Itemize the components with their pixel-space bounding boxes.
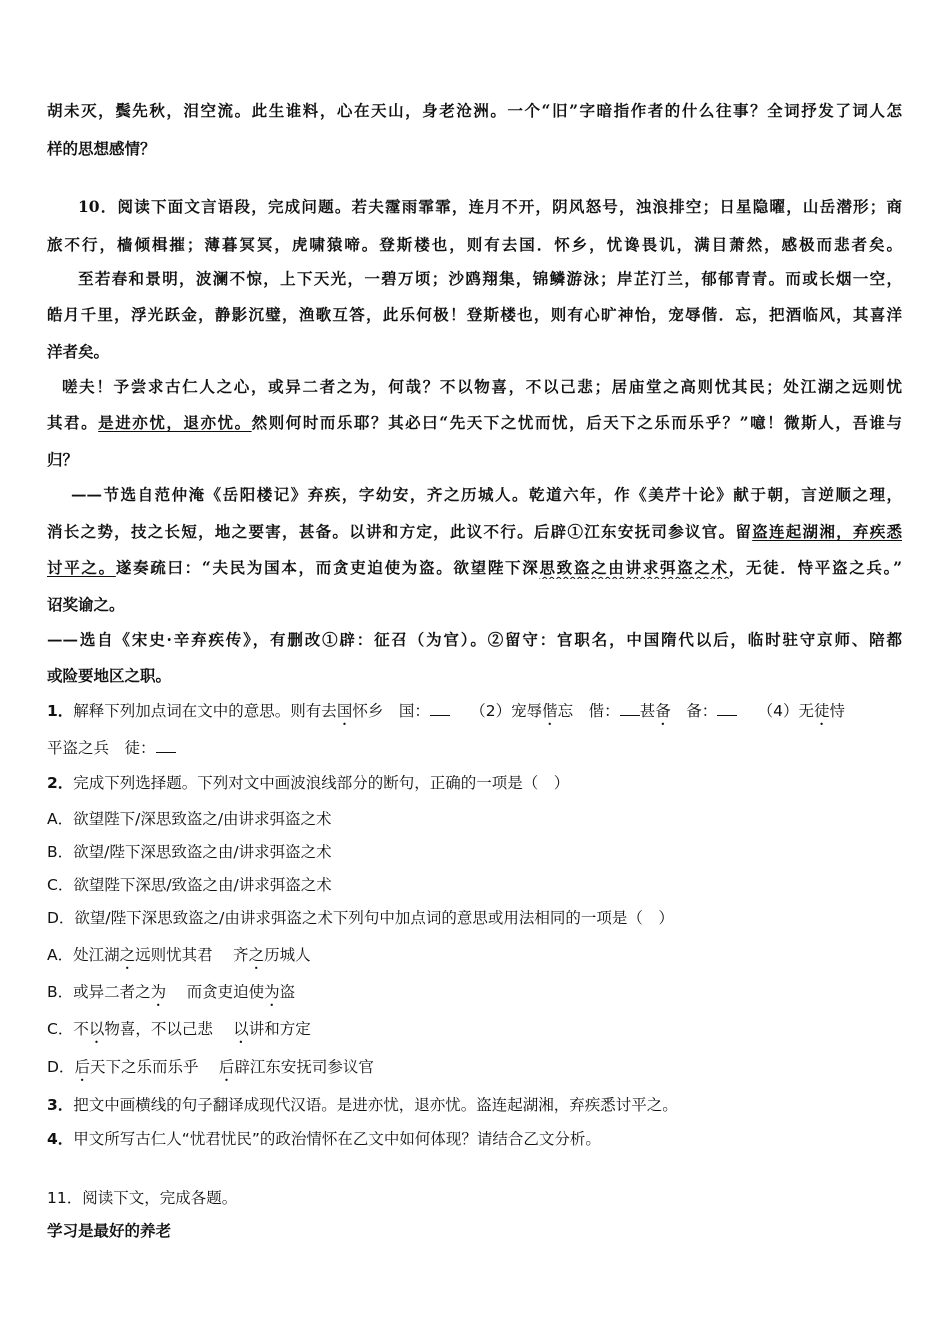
text-segment: D． bbox=[47, 1058, 75, 1076]
q10-passage-b-line-3 bbox=[47, 557, 902, 579]
text-segment: C．不 bbox=[47, 1020, 89, 1038]
choice-dot-b bbox=[47, 981, 902, 1010]
q10-passage-b-line-1: ——节选自范仲淹《岳阳楼记》弃疾，字幼安，齐之历城人。乾道六年，作《美芹十论》献于朝，言逆顺之理， bbox=[71, 485, 902, 504]
choice-d: D．欲望/陛下深思致盗之/由讲求弭盗之术下列句中加点词的意思或用法相同的一项是（ ） bbox=[47, 909, 674, 927]
text-segment: 把文中画横线的句子翻译成现代汉语。是进亦忧，退亦忧。盗连起湖湘，弃疾悉讨平之。 bbox=[73, 1096, 678, 1114]
q10-passage-a-line-6 bbox=[47, 412, 902, 434]
dotted-word: 偕 bbox=[542, 702, 558, 720]
subq-1-line-2 bbox=[47, 737, 902, 759]
dotted-word: 之 bbox=[248, 946, 265, 964]
dotted-word: 以 bbox=[88, 1020, 105, 1038]
underlined-sentence: 是进亦忧，退亦忧。 bbox=[98, 413, 252, 432]
text-segment: 解释下列加点词在文中的意思。则有去 bbox=[73, 702, 337, 720]
text-segment: 平盗之兵 徒： bbox=[47, 739, 156, 757]
answer-blank[interactable] bbox=[156, 738, 176, 753]
text-segment: 远则忧其君 齐 bbox=[135, 946, 249, 964]
text-segment: 备： bbox=[670, 702, 718, 720]
text-segment: 完成下列选择题。下列对文中画波浪线部分的断句，正确的一项是（ ） bbox=[73, 774, 570, 792]
text-segment: 消长之势，技之长短，地之要害，甚备。以讲和方定，此议不行。后辟①江东安抚司参议官。留 bbox=[47, 522, 753, 541]
text-segment: 恃 bbox=[829, 702, 846, 720]
q10-passage-b-line-4: 诏奖谕之。 bbox=[47, 595, 125, 614]
choice-a: A．欲望陛下/深思致盗之/由讲求弭盗之术 bbox=[47, 810, 332, 828]
q10-source-line-1: ——选自《宋史·辛弃疾传》，有删改①辟：征召（为官）。②留守：官职名，中国隋代以后，临时驻守京师、陪都 bbox=[47, 630, 902, 649]
text-segment: 物喜，不以己悲 bbox=[104, 1020, 234, 1038]
subq-2 bbox=[47, 772, 902, 794]
q10-passage-b-line-2 bbox=[47, 521, 902, 543]
q11-article-title: 学习是最好的养老 bbox=[47, 1221, 172, 1240]
text-segment: A．处江湖 bbox=[47, 946, 120, 964]
underlined-sentence: 讨平之。 bbox=[47, 558, 116, 577]
text-segment: 辟江东安抚司参议官 bbox=[234, 1058, 374, 1076]
dotted-word: 国 bbox=[336, 702, 353, 720]
subq-3 bbox=[47, 1094, 902, 1116]
dotted-word: 后 bbox=[218, 1058, 235, 1076]
answer-blank[interactable] bbox=[717, 701, 737, 716]
question-number: 1． bbox=[47, 702, 74, 720]
q10-passage-a-line-4: 洋者矣。 bbox=[47, 342, 110, 361]
q10-passage-a-line-5: 嗟夫！予尝求古仁人之心，或异二者之为，何哉？不以物喜，不以己悲；居庙堂之高则忧其民；处江湖之远则忧 bbox=[62, 377, 902, 396]
dotted-word: 徒 bbox=[814, 702, 830, 720]
text-segment: 天下之乐而乐乎 bbox=[89, 1058, 219, 1076]
text-segment: B．或异二者之 bbox=[47, 983, 151, 1001]
subq-4 bbox=[47, 1128, 902, 1150]
question-number: 3． bbox=[47, 1096, 74, 1114]
dotted-word: 之 bbox=[119, 946, 136, 964]
text-segment: 其君。 bbox=[47, 413, 99, 432]
dotted-word: 以 bbox=[233, 1020, 249, 1038]
q10-passage-a-line-1: 旅不行，樯倾楫摧；薄暮冥冥，虎啸猿啼。登斯楼也，则有去国．怀乡，忧谗畏讥，满目萧然，感极而悲者矣。 bbox=[47, 235, 902, 254]
q10-passage-a-line-2: 至若春和景明，波澜不惊，上下天光，一碧万顷；沙鸥翔集，锦鳞游泳；岸芷汀兰，郁郁青青。而或长烟一空， bbox=[78, 269, 902, 288]
choice-b: B．欲望/陛下深思致盗之由/讲求弭盗之术 bbox=[47, 843, 332, 861]
choice-dot-d bbox=[47, 1056, 902, 1085]
choice-c: C．欲望陛下深思/致盗之由/讲求弭盗之术 bbox=[47, 876, 332, 894]
answer-blank[interactable] bbox=[430, 701, 450, 716]
text-segment: ，无徒．恃平盗之兵。” bbox=[728, 558, 902, 577]
dotted-word: 为 bbox=[150, 983, 167, 1001]
choice-dot-a bbox=[47, 944, 902, 973]
choice-dot-c bbox=[47, 1018, 902, 1047]
q10-passage-a-line-7: 归？ bbox=[47, 450, 79, 469]
text-segment: 盗 bbox=[279, 983, 296, 1001]
text-segment: 甚 bbox=[639, 702, 656, 720]
subq-1-line-1 bbox=[47, 700, 902, 729]
text-segment: 而贪吏迫使 bbox=[166, 983, 265, 1001]
q10-passage-a-line-3: 皓月千里，浮光跃金，静影沉璧，渔歌互答，此乐何极！登斯楼也，则有心旷神怡，宠辱偕．忘，把酒临风，其喜洋 bbox=[47, 305, 902, 324]
q9-line-2: 样的思想感情？ bbox=[47, 139, 156, 158]
q10-intro: 10．阅读下面文言语段，完成问题。若夫霪雨霏霏，连月不开，阴风怒号，浊浪排空；日星隐曜，山岳潜形；商 bbox=[78, 197, 902, 216]
text-segment: 讲和方定 bbox=[248, 1020, 311, 1038]
q11-intro: 11．阅读下文，完成各题。 bbox=[47, 1189, 238, 1207]
q9-line-1: 胡未灭，鬓先秋，泪空流。此生谁料，心在天山，身老沧洲。一个“旧”字暗指作者的什么往事？全词抒发了词人怎 bbox=[47, 101, 902, 120]
dotted-word: 备 bbox=[655, 702, 671, 720]
wavy-underlined-phrase: 思致盗之由讲求弭盗之术 bbox=[539, 558, 729, 577]
dotted-word: 为 bbox=[264, 983, 280, 1001]
underlined-sentence: 盗连起湖湘，弃疾悉 bbox=[752, 522, 902, 541]
text-segment: 历城人 bbox=[264, 946, 311, 964]
question-number: 2． bbox=[47, 774, 74, 792]
question-number: 4． bbox=[47, 1130, 74, 1148]
text-segment: 甲文所写古仁人“忧君忧民”的政治情怀在乙文中如何体现？请结合乙文分析。 bbox=[73, 1130, 601, 1148]
text-segment: （4）无 bbox=[757, 702, 815, 720]
q10-source-line-2: 或险要地区之职。 bbox=[47, 666, 172, 685]
text-segment: 遂奏疏曰：“夫民为国本，而贪吏迫使为盗。欲望陛下深 bbox=[115, 558, 540, 577]
text-segment: 怀乡 国： bbox=[352, 702, 430, 720]
text-segment: 忘 偕： bbox=[557, 702, 620, 720]
dotted-word: 后 bbox=[74, 1058, 90, 1076]
text-segment: （2）宠辱 bbox=[470, 702, 543, 720]
text-segment: 然则何时而乐耶？其必曰“先天下之忧而忧，后天下之乐而乐乎？”噫！微斯人，吾谁与 bbox=[251, 413, 902, 432]
answer-blank[interactable] bbox=[620, 701, 640, 716]
